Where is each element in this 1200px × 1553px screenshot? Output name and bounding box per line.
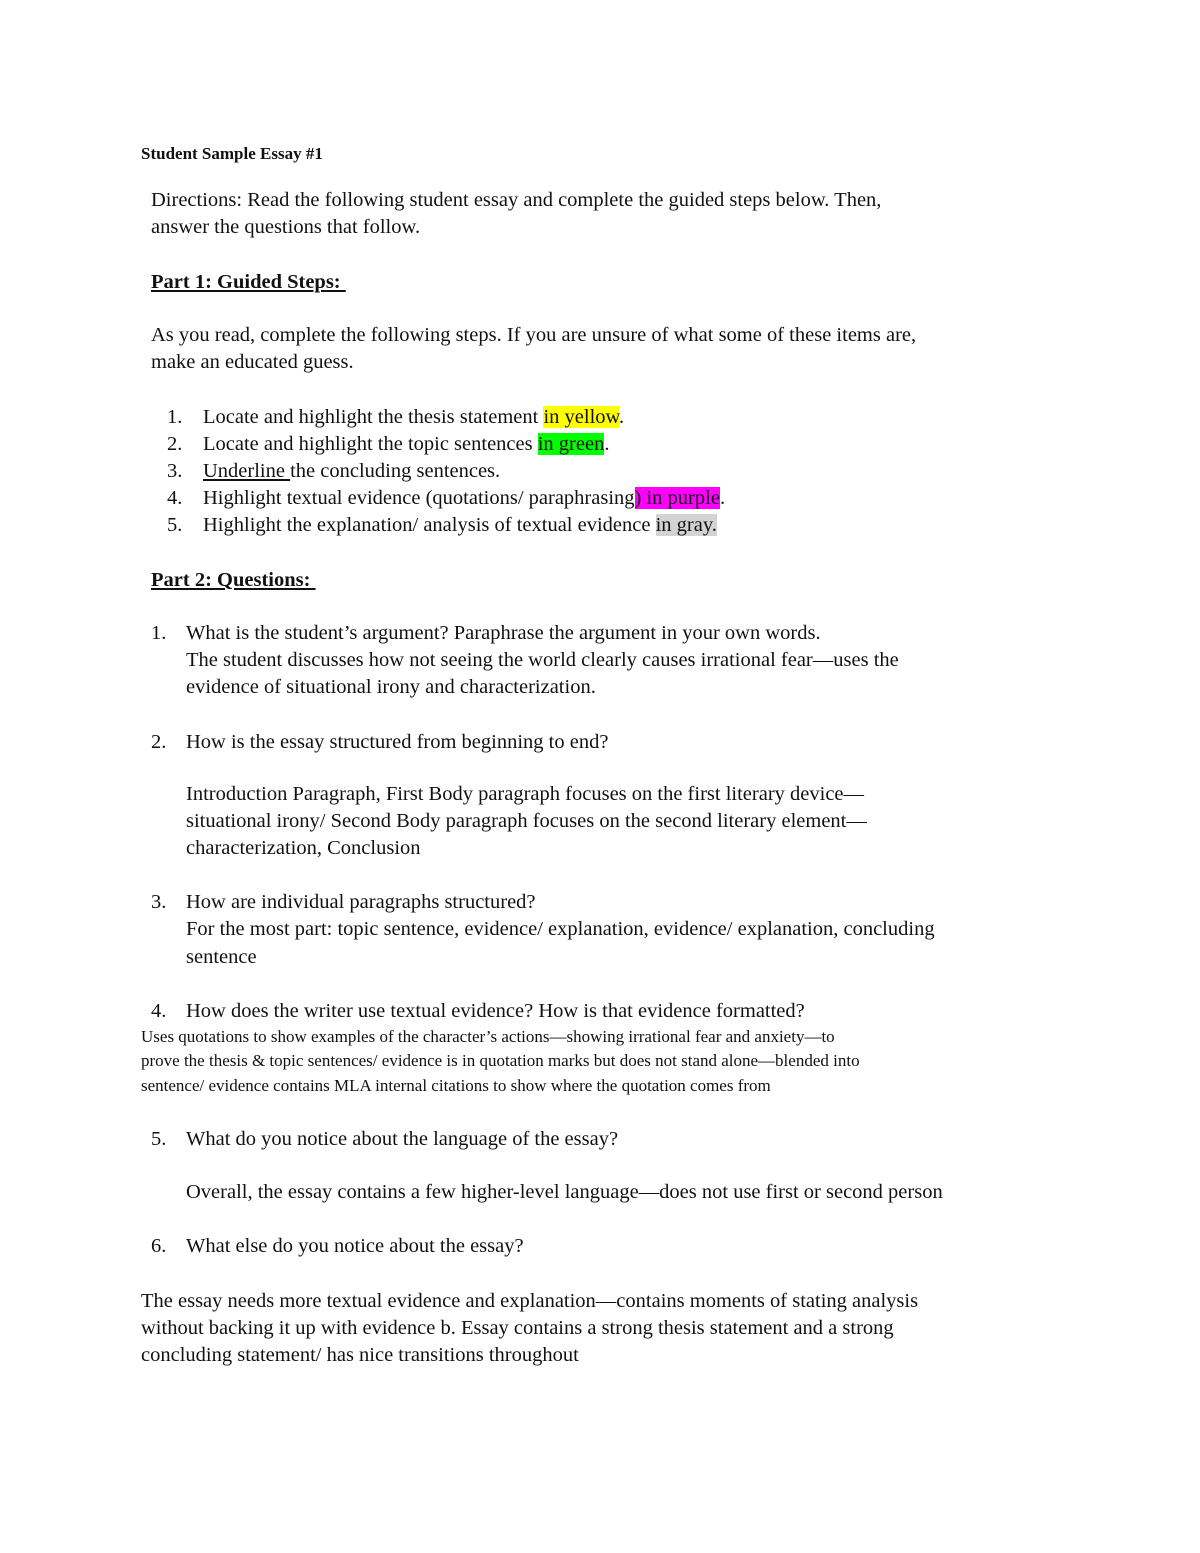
question-4: How does the writer use textual evidence? How is that evidence formatted? xyxy=(186,1000,805,1022)
answer-2-line-3: characterization, Conclusion xyxy=(186,837,421,859)
step-suffix: . xyxy=(719,487,726,509)
step-5 xyxy=(203,512,717,539)
step-1 xyxy=(203,404,624,431)
part1-intro-line-2: make an educated guess. xyxy=(151,351,354,373)
step-number: 1. xyxy=(167,406,183,428)
answer-3-line-1: For the most part: topic sentence, evidence/ explanation, evidence/ explanation, concluding xyxy=(186,918,935,940)
step-4 xyxy=(203,485,725,512)
part1-intro-line-1: As you read, complete the following steps. If you are unsure of what some of these items are, xyxy=(151,324,917,346)
part2-heading: Part 2: Questions: xyxy=(151,569,316,591)
part1-heading: Part 1: Guided Steps: xyxy=(151,271,346,293)
step-text: the concluding sentences. xyxy=(290,460,501,482)
step-number: 3. xyxy=(167,460,183,482)
question-6: What else do you notice about the essay? xyxy=(186,1235,524,1257)
step-3 xyxy=(203,458,500,485)
highlight-purple: ) in purple xyxy=(634,487,720,509)
answer-6-line-1: The essay needs more textual evidence and explanation—contains moments of stating analysis xyxy=(141,1290,919,1312)
step-text: Highlight the explanation/ analysis of textual evidence xyxy=(203,514,656,536)
answer-4-line-3: sentence/ evidence contains MLA internal citations to show where the quotation comes from xyxy=(141,1076,771,1095)
underlined-word: Underline xyxy=(203,460,291,482)
answer-1-line-1: The student discusses how not seeing the world clearly causes irrational fear—uses the xyxy=(186,649,899,671)
answer-6-line-2: without backing it up with evidence b. Essay contains a strong thesis statement and a strong xyxy=(141,1317,894,1339)
step-suffix: . xyxy=(619,406,625,428)
question-1: What is the student’s argument? Paraphrase the argument in your own words. xyxy=(186,622,821,644)
question-2: How is the essay structured from beginning to end? xyxy=(186,731,609,753)
answer-2-line-2: situational irony/ Second Body paragraph focuses on the second literary element— xyxy=(186,810,867,832)
question-number: 5. xyxy=(151,1128,167,1150)
question-number: 3. xyxy=(151,891,167,913)
highlight-gray: in gray. xyxy=(655,514,717,536)
step-number: 4. xyxy=(167,487,183,509)
step-text: Locate and highlight the thesis statement xyxy=(203,406,544,428)
step-2 xyxy=(203,431,609,458)
directions-line-1: Directions: Read the following student essay and complete the guided steps below. Then, xyxy=(151,189,882,211)
directions-line-2: answer the questions that follow. xyxy=(151,216,421,238)
step-text: Locate and highlight the topic sentences xyxy=(203,433,538,455)
step-number: 2. xyxy=(167,433,183,455)
answer-2-line-1: Introduction Paragraph, First Body paragraph focuses on the first literary device— xyxy=(186,783,865,805)
question-number: 4. xyxy=(151,1000,167,1022)
highlight-yellow: in yellow xyxy=(543,406,619,428)
question-number: 6. xyxy=(151,1235,167,1257)
question-3: How are individual paragraphs structured? xyxy=(186,891,536,913)
answer-4-line-1: Uses quotations to show examples of the character’s actions—showing irrational fear and anxiety—to xyxy=(141,1027,835,1046)
question-number: 2. xyxy=(151,731,167,753)
document-title: Student Sample Essay #1 xyxy=(141,144,323,163)
question-5: What do you notice about the language of the essay? xyxy=(186,1128,619,1150)
highlight-green: in green xyxy=(537,433,605,455)
answer-3-line-2: sentence xyxy=(186,946,257,968)
step-suffix: . xyxy=(604,433,610,455)
answer-6-line-3: concluding statement/ has nice transitions throughout xyxy=(141,1344,579,1366)
answer-4-line-2: prove the thesis & topic sentences/ evidence is in quotation marks but does not stand alone—blended into xyxy=(141,1051,860,1070)
step-number: 5. xyxy=(167,514,183,536)
step-text: Highlight textual evidence (quotations/ paraphrasing xyxy=(203,487,635,509)
answer-1-line-2: evidence of situational irony and characterization. xyxy=(186,676,596,698)
answer-5-line-1: Overall, the essay contains a few higher-level language—does not use first or second person xyxy=(186,1181,943,1203)
question-number: 1. xyxy=(151,622,167,644)
